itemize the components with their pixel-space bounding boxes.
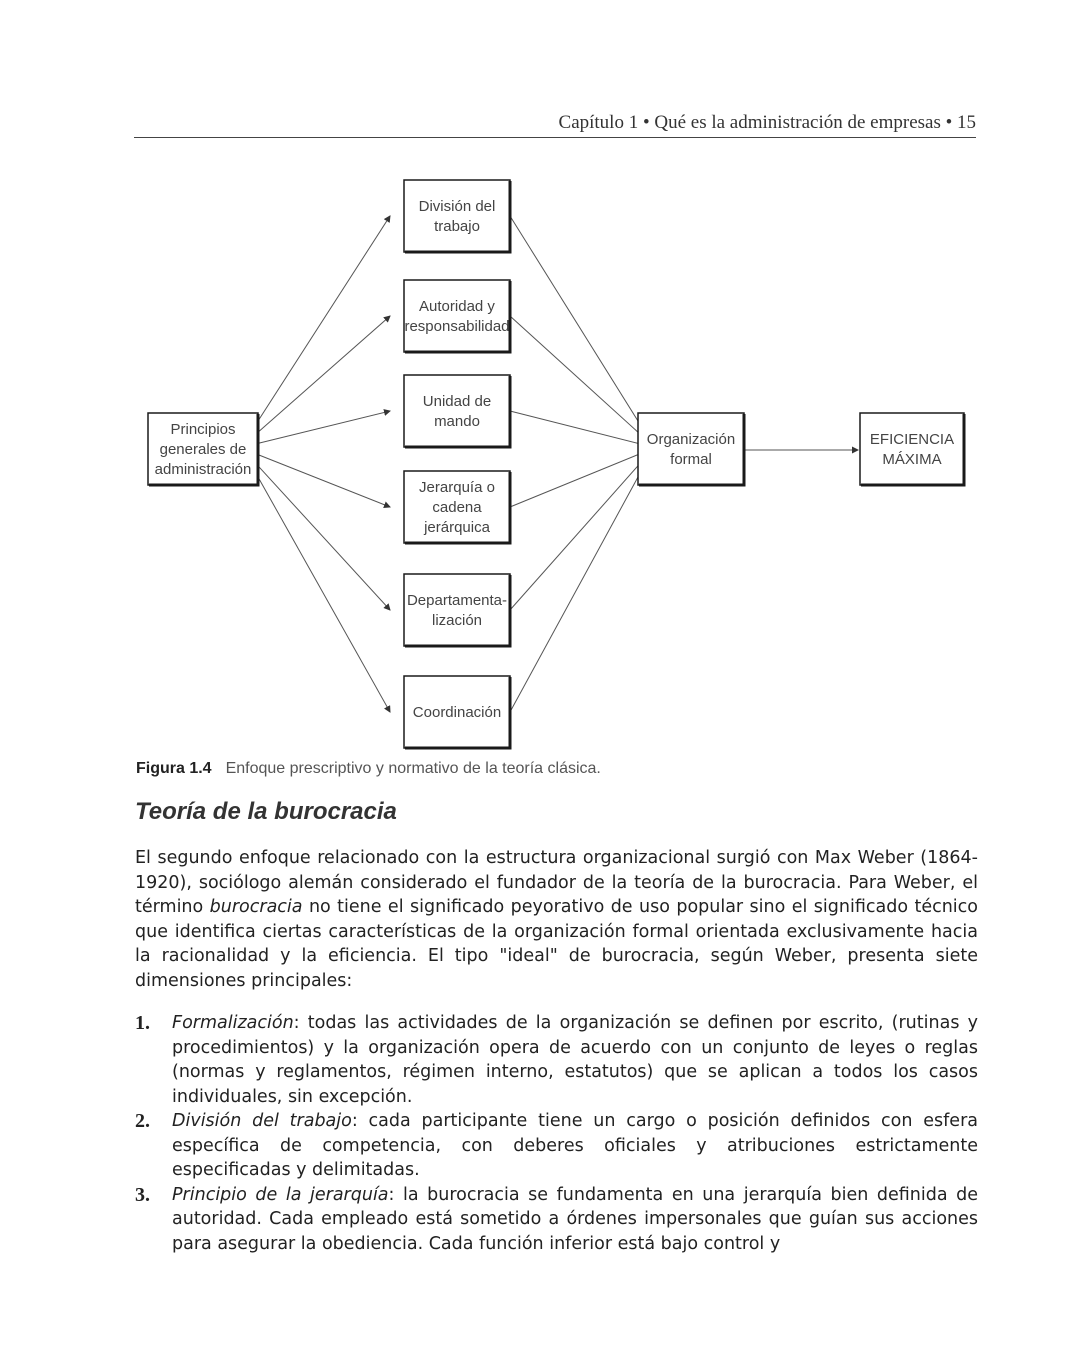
figure-number: Figura 1.4 — [136, 760, 212, 777]
dimension-text: : todas las actividades de la organización se definen por escrito, (rutinas y procedimientos) y la organización opera de acuerdo con un conjunto de leyes o reglas (normas y reglamentos, régimen interno, estatutos) que se aplican a todos los casos individuales, sin excepción. — [172, 1013, 978, 1107]
principle-box — [404, 280, 510, 352]
intro-text-before: El segundo enfoque relacionado con la estructura organizacional surgió con Max Weber (1864-1920), sociólogo alemán considerado el fundador de la teoría de la burocracia. Para Weber, el término — [135, 848, 978, 917]
connector-principle-to-organization — [510, 411, 638, 443]
dimension-text: : la burocracia se fundamenta en una jerarquía bien definida de autoridad. Cada empleado está sometido a órdenes impersonales que guían sus acciones para asegurar la obediencia. Cada función inferior está bajo control y — [172, 1184, 978, 1254]
dimension-number: 2. — [135, 1110, 150, 1132]
principle-box-frame — [404, 574, 510, 646]
source-box — [148, 413, 258, 485]
connector-source-to-principle — [258, 411, 390, 443]
principle-box-label: Departamenta- — [406, 592, 508, 609]
connector-principle-to-organization — [510, 455, 638, 507]
section-heading: Teoría de la burocracia — [135, 798, 397, 825]
figure-caption-text: Enfoque prescriptivo y normativo de la teoría clásica. — [225, 760, 601, 777]
result-box — [860, 413, 964, 485]
principle-box-label: Jerarquía o — [419, 479, 495, 496]
result-box-label: EFICIENCIA — [869, 431, 955, 448]
diagram-boxes — [148, 180, 964, 748]
principle-box-label: mando — [434, 413, 480, 430]
source-box-label: generales de — [159, 441, 247, 458]
connector-source-to-principle — [258, 455, 390, 507]
dimension-text: : cada participante tiene un cargo o posición definidos con esfera específica de competencia, con deberes oficiales y atribuciones estrictamente especificadas y delimitadas. — [172, 1111, 978, 1180]
dimension-number: 1. — [135, 1012, 150, 1034]
source-box-label: Principios — [170, 421, 236, 438]
dimension-item — [135, 1183, 978, 1257]
organization-box-label: Organización — [646, 431, 736, 448]
figure-caption — [136, 760, 601, 778]
result-box-label: MÁXIMA — [882, 451, 942, 468]
principle-box — [404, 574, 510, 646]
principle-box — [404, 180, 510, 252]
principle-box-label: cadena — [432, 499, 482, 516]
connector-source-to-principle — [258, 216, 390, 421]
connector-source-to-principle — [258, 477, 390, 712]
intro-term: burocracia — [209, 897, 303, 917]
connector-source-to-principle — [258, 466, 390, 610]
principle-box-label: lización — [431, 612, 483, 629]
connector-source-to-principle — [258, 316, 390, 432]
dimensions-list — [135, 1011, 978, 1256]
diagram-connectors — [258, 216, 858, 712]
dimension-term: Principio de la jerarquía — [172, 1184, 389, 1205]
principle-box-frame — [404, 180, 510, 252]
dimension-item — [135, 1011, 978, 1109]
connector-principle-to-organization — [510, 316, 638, 432]
principle-box-label: Coordinación — [412, 704, 502, 721]
connector-principle-to-organization — [510, 216, 638, 421]
principle-box-frame — [404, 375, 510, 447]
source-box-label: administración — [154, 461, 252, 478]
principle-box-label: Autoridad y — [419, 298, 495, 315]
principle-box-label: jerárquica — [424, 519, 490, 536]
principle-box — [404, 676, 510, 748]
intro-text-after: no tiene el significado peyorativo de uso popular sino el significado técnico que identifica ciertas características de la organización formal orientada exclusivamente hacia la racionalidad y la eficiencia. El tipo "ideal" de burocracia, según Weber, presenta siete dimensiones principales: — [135, 897, 978, 991]
organization-box-frame — [638, 413, 744, 485]
organization-box-label: formal — [670, 451, 712, 468]
result-box-frame — [860, 413, 964, 485]
principle-box-label: trabajo — [434, 218, 480, 235]
principle-box-frame — [404, 280, 510, 352]
dimension-item — [135, 1109, 978, 1183]
connector-principle-to-organization — [510, 466, 638, 610]
dimension-number: 3. — [135, 1183, 150, 1206]
connector-principle-to-organization — [510, 477, 638, 712]
principle-box-label: Unidad de — [422, 393, 492, 410]
intro-paragraph — [135, 846, 978, 993]
principle-box — [404, 471, 510, 543]
organization-box — [638, 413, 744, 485]
running-header: Capítulo 1 • Qué es la administración de empresas • 15 — [558, 112, 976, 133]
principle-box-label: responsabilidad — [404, 318, 510, 335]
principle-box-label: División del — [418, 198, 496, 215]
dimension-term: División del trabajo — [172, 1111, 352, 1131]
dimension-term: Formalización — [172, 1013, 294, 1033]
principle-box — [404, 375, 510, 447]
